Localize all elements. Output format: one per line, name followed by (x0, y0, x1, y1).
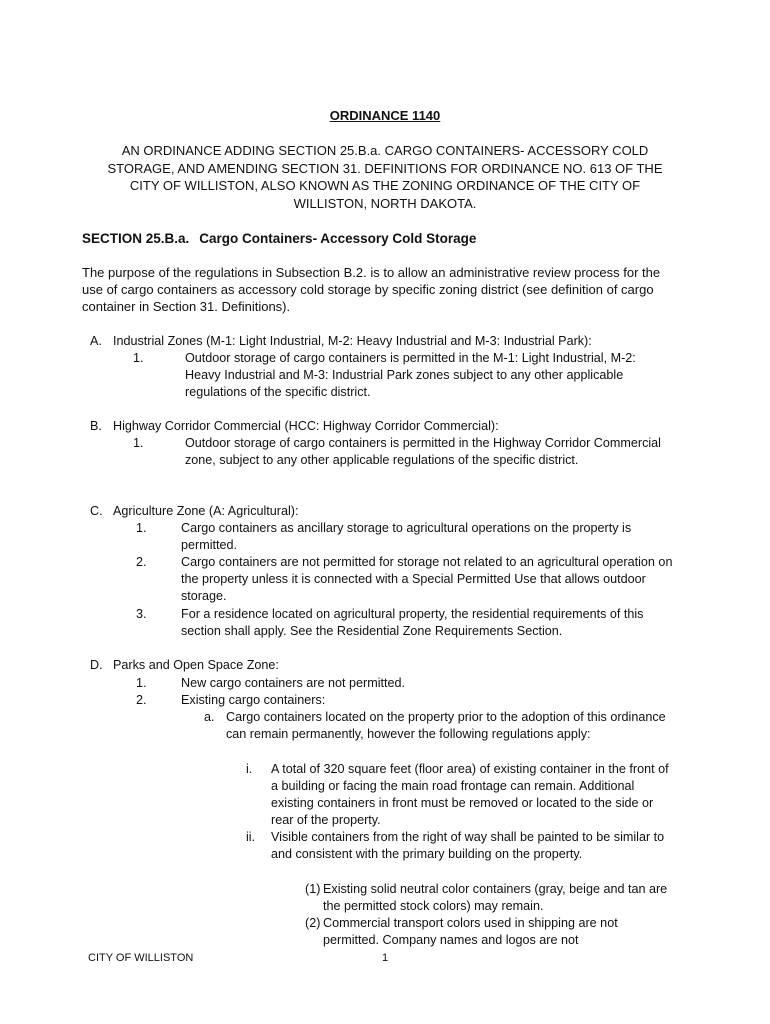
item-d-2-a-ii-2-label: (2) (305, 916, 321, 930)
item-d-2-a-i-label: i. (246, 762, 253, 776)
item-a-1-label: 1. (133, 351, 144, 365)
item-d-2-a-i-text: A total of 320 square feet (floor area) of existing container in the front of a building or facing the main road frontage can remain. Additional existing containers in front must be removed or located to the side or rear of the property. (271, 762, 669, 827)
item-c-3-text: For a residence located on agricultural property, the residential requirements of this section shall apply. See the Residential Zone Requirements Section. (181, 607, 644, 638)
item-a-1-text: Outdoor storage of cargo containers is permitted in the M-1: Light Industrial, M-2: Heavy Industrial and M-3: Industrial Park zones subject to any other applicable regulations of the specific district. (185, 351, 636, 399)
item-d-1 (136, 675, 682, 692)
item-c (90, 503, 690, 520)
item-d-label: D. (90, 658, 103, 672)
item-c-text: Agriculture Zone (A: Agricultural): (113, 504, 299, 518)
item-d (90, 657, 690, 674)
item-d-1-text: New cargo containers are not permitted. (181, 676, 406, 690)
item-d-2-a-ii-text: Visible containers from the right of way shall be painted to be similar to and consistent with the primary building on the property. (271, 830, 665, 861)
item-d-2-a-text: Cargo containers located on the property prior to the adoption of this ordinance can remain permanently, however the following regulations apply: (226, 710, 666, 741)
footer-city: CITY OF WILLISTON (88, 952, 194, 964)
ordinance-subtitle: AN ORDINANCE ADDING SECTION 25.B.a. CARGO CONTAINERS- ACCESSORY COLD STORAGE, AND AMENDING SECTION 31. DEFINITIONS FOR ORDINANCE NO. 613 OF THE CITY OF WILLISTON, ALSO KNOWN AS THE ZONING ORDINANCE OF THE CITY OF WILLISTON, NORTH DAKOTA. (107, 143, 663, 211)
item-d-2-a-ii (246, 829, 666, 863)
item-c-1-text: Cargo containers as ancillary storage to agricultural operations on the property is permitted. (181, 521, 632, 552)
section-number: SECTION 25.B.a. (82, 231, 190, 246)
item-c-2-label: 2. (136, 555, 147, 569)
footer-page-number: 1 (382, 952, 389, 964)
item-a-text: Industrial Zones (M-1: Light Industrial, M-2: Heavy Industrial and M-3: Industrial Park): (113, 334, 592, 348)
item-b-label: B. (90, 419, 102, 433)
item-d-1-label: 1. (136, 676, 147, 690)
item-c-label: C. (90, 504, 103, 518)
item-c-2-text: Cargo containers are not permitted for storage not related to an agricultural operation on the property unless it is connected with a Special Permitted Use that allows outdoor storage. (181, 555, 673, 603)
item-a (90, 333, 690, 350)
item-a-1 (133, 350, 673, 401)
item-a-label: A. (90, 334, 102, 348)
item-d-2-a-ii-label: ii. (246, 830, 256, 844)
item-c-3-label: 3. (136, 607, 147, 621)
item-d-2-a-i (246, 761, 676, 829)
intro-paragraph: The purpose of the regulations in Subsection B.2. is to allow an administrative review process for the use of cargo containers as accessory cold storage by specific zoning district (see definition of cargo container in Section 31. Definitions). (82, 265, 661, 314)
item-d-2-label: 2. (136, 693, 147, 707)
item-d-2-a-ii-2 (305, 915, 673, 949)
item-b-1-text: Outdoor storage of cargo containers is permitted in the Highway Corridor Commercial zone, subject to any other applicable regulations of the specific district. (185, 436, 661, 467)
item-b-1 (133, 435, 673, 469)
item-c-3 (136, 606, 682, 640)
item-c-1-label: 1. (136, 521, 147, 535)
item-d-2-a-ii-1 (305, 881, 673, 915)
section-heading (82, 231, 476, 246)
section-title: Cargo Containers- Accessory Cold Storage (199, 231, 477, 246)
item-d-2-a-label: a. (204, 710, 215, 724)
item-b-1-label: 1. (133, 436, 144, 450)
item-d-2-text: Existing cargo containers: (181, 693, 326, 707)
item-b (90, 418, 690, 435)
item-d-2 (136, 692, 682, 709)
item-d-2-a-ii-2-text: Commercial transport colors used in shipping are not permitted. Company names and logos are not (323, 916, 618, 947)
item-c-2 (136, 554, 682, 605)
item-c-1 (136, 520, 682, 554)
ordinance-title: ORDINANCE 1140 (329, 108, 441, 123)
item-d-2-a (204, 709, 670, 743)
item-d-text: Parks and Open Space Zone: (113, 658, 279, 672)
item-b-text: Highway Corridor Commercial (HCC: Highway Corridor Commercial): (113, 419, 499, 433)
item-d-2-a-ii-1-text: Existing solid neutral color containers (gray, beige and tan are the permitted stock colors) may remain. (323, 882, 668, 913)
item-d-2-a-ii-1-label: (1) (305, 882, 321, 896)
